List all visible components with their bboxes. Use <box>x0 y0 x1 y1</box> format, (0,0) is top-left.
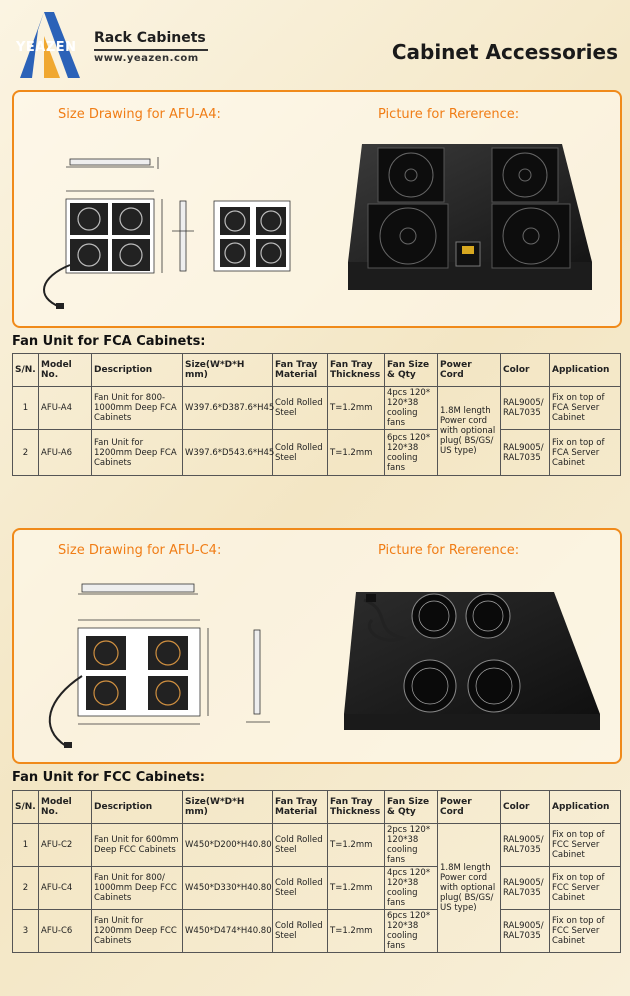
cell-model: AFU-C6 <box>39 910 92 953</box>
cell-application: Fix on top of FCC Server Cabinet <box>550 910 621 953</box>
table-header-row <box>13 791 621 824</box>
cell-sn: 1 <box>13 824 39 867</box>
drawing-title: Size Drawing for AFU-C4: <box>58 543 222 558</box>
afu-c4-reference-photo <box>342 590 604 740</box>
col-header: Description <box>92 791 183 824</box>
table-row <box>13 910 621 953</box>
cell-color: RAL9005/ RAL7035 <box>501 867 550 910</box>
afu-a4-size-drawing <box>30 147 300 312</box>
cell-color: RAL9005/ RAL7035 <box>501 387 550 430</box>
table-row <box>13 430 621 476</box>
cell-power-cord: 1.8M length Power cord with optional plug( BS/GS/ US type) <box>438 387 501 476</box>
col-header: Fan Tray Thickness <box>328 791 385 824</box>
cell-fans: 6pcs 120* 120*38 cooling fans <box>385 430 438 476</box>
cell-size: W450*D330*H40.80 <box>183 867 273 910</box>
page-title: Cabinet Accessories <box>391 40 618 64</box>
col-header: Power Cord <box>438 791 501 824</box>
cell-sn: 3 <box>13 910 39 953</box>
brand-title: Rack Cabinets <box>94 30 206 46</box>
col-header: Model No. <box>39 354 92 387</box>
table-row <box>13 387 621 430</box>
col-header: Size(W*D*H mm) <box>183 354 273 387</box>
fcc-spec-table <box>12 790 621 953</box>
col-header: Description <box>92 354 183 387</box>
afu-c4-size-drawing <box>30 578 300 753</box>
cell-thickness: T=1.2mm <box>328 430 385 476</box>
afu-a4-reference-photo <box>342 142 602 297</box>
fcc-section-title: Fan Unit for FCC Cabinets: <box>12 770 205 785</box>
cell-size: W397.6*D387.6*H45 <box>183 387 273 430</box>
header <box>0 0 630 85</box>
cell-fans: 6pcs 120* 120*38 cooling fans <box>385 910 438 953</box>
col-header: Fan Tray Material <box>273 791 328 824</box>
col-header: Fan Tray Material <box>273 354 328 387</box>
cell-application: Fix on top of FCC Server Cabinet <box>550 824 621 867</box>
cell-size: W397.6*D543.6*H45 <box>183 430 273 476</box>
cell-description: Fan Unit for 800-1000mm Deep FCA Cabinets <box>92 387 183 430</box>
picture-title: Picture for Rererence: <box>378 543 520 558</box>
logo-text: YEAZEN <box>16 40 77 55</box>
col-header: Color <box>501 791 550 824</box>
cell-power-cord: 1.8M length Power cord with optional plug( BS/GS/ US type) <box>438 824 501 953</box>
col-header: Power Cord <box>438 354 501 387</box>
cell-sn: 1 <box>13 387 39 430</box>
afu-c4-panel <box>12 528 622 764</box>
drawing-title: Size Drawing for AFU-A4: <box>58 107 221 122</box>
col-header: Model No. <box>39 791 92 824</box>
table-row <box>13 867 621 910</box>
cell-fans: 2pcs 120* 120*38 cooling fans <box>385 824 438 867</box>
cell-fans: 4pcs 120* 120*38 cooling fans <box>385 387 438 430</box>
brand-url: www.yeazen.com <box>94 53 199 64</box>
col-header: Application <box>550 791 621 824</box>
afu-a4-panel <box>12 90 622 328</box>
cell-material: Cold Rolled Steel <box>273 430 328 476</box>
cell-model: AFU-C2 <box>39 824 92 867</box>
fca-section-title: Fan Unit for FCA Cabinets: <box>12 334 206 349</box>
cell-color: RAL9005/ RAL7035 <box>501 910 550 953</box>
col-header: S/N. <box>13 791 39 824</box>
cell-sn: 2 <box>13 867 39 910</box>
col-header: Application <box>550 354 621 387</box>
brand-divider <box>94 49 208 51</box>
col-header: Size(W*D*H mm) <box>183 791 273 824</box>
cell-description: Fan Unit for 1200mm Deep FCC Cabinets <box>92 910 183 953</box>
cell-application: Fix on top of FCC Server Cabinet <box>550 867 621 910</box>
col-header: S/N. <box>13 354 39 387</box>
col-header: Color <box>501 354 550 387</box>
cell-material: Cold Rolled Steel <box>273 867 328 910</box>
col-header: Fan Size & Qty <box>385 791 438 824</box>
cell-color: RAL9005/ RAL7035 <box>501 430 550 476</box>
table-header-row <box>13 354 621 387</box>
cell-model: AFU-A6 <box>39 430 92 476</box>
cell-model: AFU-A4 <box>39 387 92 430</box>
cell-material: Cold Rolled Steel <box>273 824 328 867</box>
cell-color: RAL9005/ RAL7035 <box>501 824 550 867</box>
cell-fans: 4pcs 120* 120*38 cooling fans <box>385 867 438 910</box>
cell-material: Cold Rolled Steel <box>273 910 328 953</box>
cell-material: Cold Rolled Steel <box>273 387 328 430</box>
cell-size: W450*D474*H40.80 <box>183 910 273 953</box>
col-header: Fan Size & Qty <box>385 354 438 387</box>
col-header: Fan Tray Thickness <box>328 354 385 387</box>
cell-sn: 2 <box>13 430 39 476</box>
table-row <box>13 824 621 867</box>
cell-application: Fix on top of FCA Server Cabinet <box>550 430 621 476</box>
cell-application: Fix on top of FCA Server Cabinet <box>550 387 621 430</box>
picture-title: Picture for Rererence: <box>378 107 520 122</box>
cell-size: W450*D200*H40.80 <box>183 824 273 867</box>
fca-spec-table <box>12 353 621 476</box>
cell-model: AFU-C4 <box>39 867 92 910</box>
cell-thickness: T=1.2mm <box>328 910 385 953</box>
cell-description: Fan Unit for 600mm Deep FCC Cabinets <box>92 824 183 867</box>
cell-description: Fan Unit for 1200mm Deep FCA Cabinets <box>92 430 183 476</box>
cell-thickness: T=1.2mm <box>328 387 385 430</box>
cell-description: Fan Unit for 800/ 1000mm Deep FCC Cabinets <box>92 867 183 910</box>
cell-thickness: T=1.2mm <box>328 867 385 910</box>
cell-thickness: T=1.2mm <box>328 824 385 867</box>
